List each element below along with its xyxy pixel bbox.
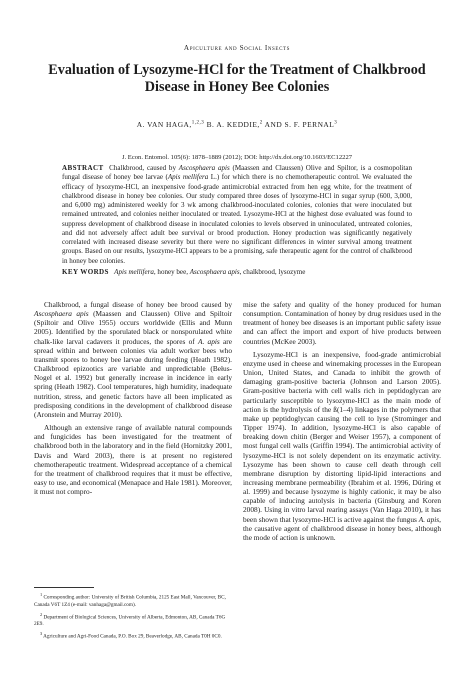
section-heading: Apiculture and Social Insects bbox=[183, 44, 291, 52]
author-list: A. VAN HAGA,$^{1,2,3}$ B. A. KEDDIE,$^2$ AND S. F. PERNAL$^3$ bbox=[136, 120, 338, 129]
footnote-list bbox=[34, 591, 232, 641]
keywords-text: Apis mellifera, honey bee, Ascosphaera apis, chalkbrood, lysozyme bbox=[114, 268, 306, 276]
keywords-label: KEY WORDS bbox=[62, 268, 109, 276]
footnote-rule bbox=[34, 587, 94, 588]
article-title: Evaluation of Lysozyme-HCl for the Treatment of Chalkbrood Disease in Honey Bee Colonies bbox=[48, 62, 426, 95]
body-column-right: mise the safety and quality of the honey produced for human consumption. Contamination of honey by drug residues used in the treatment of honey bee diseases is an important public safety issue and can affect the import and export of hive products between countries (McKee 2003). Lysozyme-HCl is an inexpensive, food-grade antimicrobial enzyme used in cheese and winemaking processes in the European Union, United States, and Canada to inhibit the growth of damaging gram-positive bacteria (Johnson and Larson 2005). Gram-positive bacteria with cell walls rich in peptidoglycan are particularly susceptible to lysozyme-HCl as the main mode of action is the hydrolysis of the ß(1–4) linkages in the polymers that make up peptidoglycan causing the cell to lyse (Strominger and Tipper 1974). In addition, lysozyme-HCl is also capable of breaking down chitin (Berger and Weiser 1957), a component of most fungal cell walls (Griffin 1994). The antimicrobial activity of lysozyme-HCl is not solely dependent on its enzymatic activity. Lysozyme has been shown to cause cell death through cell membrane disruption by distorting lipid-lipid interactions and increasing membrane permeability (Ibrahim et al. 1996, Düring et al. 1999) and because lysozyme is highly cationic, it may be also capable of inducing autolysis in bacteria (Ginsburg and Koren 2008). Using in vitro larval rearing assays (Van Haga 2010), it has been shown that lysozyme-HCl is active against the fungus A. apis, the causative agent of chalkbrood disease in honey bees, although the mode of action is unknown. bbox=[243, 300, 441, 542]
abstract bbox=[62, 164, 412, 266]
abstract-label: ABSTRACT bbox=[62, 164, 104, 172]
footnote-1: $^1$ Corresponding author: University of British Columbia, 2125 East Mall, Vancouver, BC, Canada V6T 1Z4 (e-mail: vanhaga@gmail.com). bbox=[34, 592, 226, 608]
footnotes bbox=[34, 587, 232, 643]
abstract-text: Chalkbrood, caused by Ascosphaera apis (Maassen and Claussen) Olive and Spiltor, is a cosmopolitan fungal disease of honey bee larvae (Apis mellifera L.) for which there is no chemotherapeutic control. We evaluated the efficacy of lysozyme-HCl, an inexpensive food-grade antimicrobial extracted from hen egg white, for the treatment of chalkbrood disease in honey bee colonies. Our study compared three doses of lysozyme-HCl in sugar syrup (600, 3,000, and 6,000 mg) administered weekly for 3 wk among chalkbrood-inoculated colonies, colonies that were inoculated but remained untreated, and colonies neither inoculated or treated. Lysozyme-HCl at the highest dose evaluated was found to suppress development of chalkbrood disease in inoculated colonies to levels observed in uninoculated, untreated colonies, and did not adversely affect adult bee survival or brood production. Honey production was significantly negatively correlated with increased disease severity but there were no significant differences in winter survival among treatment groups. Based on our results, lysozyme-HCl appears to be a promising, safe therapeutic agent for the control of chalkbrood in honey bee colonies. bbox=[62, 164, 413, 265]
keywords bbox=[62, 268, 412, 277]
footnote-3: $^3$ Agriculture and Agri-Food Canada, P.O. Box 29, Beaverlodge, AB, Canada T0H 0C0. bbox=[40, 631, 222, 641]
footnote-2: $^2$ Department of Biological Sciences, University of Alberta, Edmonton, AB, Canada T6G 2E9. bbox=[34, 611, 226, 628]
citation-line: J. Econ. Entomol. 105(6): 1878–1889 (2012); DOI: http://dx.doi.org/10.1603/EC12227 bbox=[121, 154, 353, 161]
body-column-left: Chalkbrood, a fungal disease of honey bee brood caused by Ascosphaera apis (Maassen and Claussen) Olive and Spiltoir (Spiltoir and Olive 1955) occurs worldwide (Ellis and Munn 2005). Identified by the sporulated black or nonsporulated white chalk-like larval cadavers it produces, the spores of A. apis are spread within and between colonies via adult worker bees who transmit spores to honey bee larvae during feeding (Heath 1982). Chalkbrood epizootics are variable and unpredictable (Bełus-Nogel et al. 1992) but generally increase in incidence in early spring (Heath 1982). Cool temperatures, high humidity, inadequate nutrition, stress, and genetic factors have all been implicated as predisposing conditions in the development of chalkbrood disease (Aronstein and Murray 2010). Although an extensive range of available natural compounds and fungicides has been investigated for the treatment of chalkbrood both in the laboratory and in the field (Hornitzky 2001, Davis and Ward 2003), there is at present no registered chemotherapeutic treatment. Widespread acceptance of a chemical for the treatment of chalkbrood requires that it must be effective, easy to use, and economical (Menapace and Hale 1981). Moreover, it must not compro- bbox=[34, 300, 232, 497]
